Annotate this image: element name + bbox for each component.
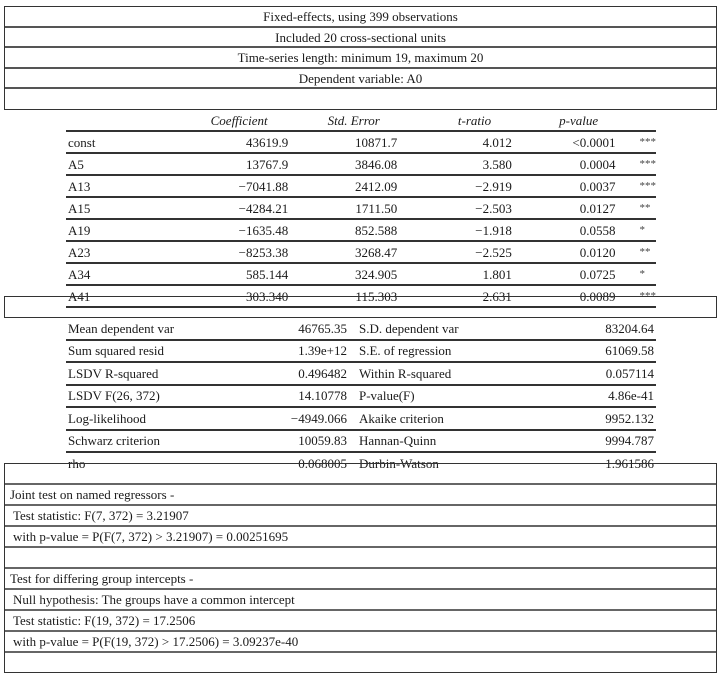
stat-label: Durbin-Watson [359, 455, 439, 471]
coefficient-value: −4284.21 [182, 197, 296, 219]
statistics-row [66, 407, 656, 430]
stat-value: 0.496482 [240, 362, 355, 385]
variable-name: A23 [66, 241, 182, 263]
header-estimator: Fixed-effects, using 399 observations [5, 7, 716, 28]
p-value: 0.0558 [538, 219, 620, 241]
col-header-t-ratio: t-ratio [411, 112, 538, 131]
t-ratio-value: −2.919 [411, 175, 538, 197]
coefficient-value: 303.340 [182, 285, 296, 307]
std-error-value: 3268.47 [296, 241, 411, 263]
std-error-value: 324.905 [296, 263, 411, 285]
stat-label: Within R-squared [355, 362, 511, 385]
stat-label: LSDV R-squared [66, 362, 240, 385]
significance-stars: *** [620, 131, 657, 153]
coefficient-row [66, 175, 656, 197]
stat-label: P-value(F) [355, 385, 511, 408]
coefficient-row [66, 263, 656, 285]
separator-box [4, 296, 717, 318]
variable-name: A5 [66, 153, 182, 175]
joint-test-title: Joint test on named regressors - [5, 485, 716, 506]
significance-stars: *** [620, 285, 657, 307]
variable-name: A41 [66, 285, 182, 307]
joint-test-statistic: Test statistic: F(7, 372) = 3.21907 [5, 506, 716, 527]
std-error-value: 2412.09 [296, 175, 411, 197]
tests-empty-row [5, 464, 716, 485]
coefficient-row [66, 131, 656, 153]
significance-stars: * [620, 219, 657, 241]
stat-label: Sum squared resid [66, 340, 240, 363]
col-header-coefficient: Coefficient [182, 112, 296, 131]
coefficient-value: 43619.9 [182, 131, 296, 153]
coefficient-table [66, 112, 656, 308]
tests-box [4, 463, 717, 673]
t-ratio-value: −1.918 [411, 219, 538, 241]
summary-statistics-table [66, 318, 656, 474]
coefficient-value: 585.144 [182, 263, 296, 285]
statistics-row [66, 385, 656, 408]
std-error-value: 115.303 [296, 285, 411, 307]
statistics-row [66, 362, 656, 385]
p-value: 0.0127 [538, 197, 620, 219]
group-test-title: Test for differing group intercepts - [5, 569, 716, 590]
header-units: Included 20 cross-sectional units [5, 28, 716, 49]
significance-stars: *** [620, 153, 657, 175]
t-ratio-value: 1.801 [411, 263, 538, 285]
col-header-std-error: Std. Error [296, 112, 411, 131]
tests-empty-row [5, 653, 716, 674]
p-value: 0.0725 [538, 263, 620, 285]
header-time-series: Time-series length: minimum 19, maximum 20 [5, 48, 716, 69]
statistics-row [66, 318, 656, 340]
variable-name: A34 [66, 263, 182, 285]
stat-value: 83204.64 [511, 318, 656, 340]
stat-value: 9952.132 [511, 407, 656, 430]
variable-name: A15 [66, 197, 182, 219]
stat-value: −0.068005 [290, 455, 347, 471]
stat-value: 61069.58 [511, 340, 656, 363]
stat-label: LSDV F(26, 372) [66, 385, 240, 408]
coefficient-header-row [66, 112, 656, 131]
p-value: 0.0004 [538, 153, 620, 175]
std-error-value: 1711.50 [296, 197, 411, 219]
significance-stars: * [620, 263, 657, 285]
group-test-pvalue: with p-value = P(F(19, 372) > 17.2506) = 3.09237e-40 [5, 632, 716, 653]
significance-stars: *** [620, 175, 657, 197]
t-ratio-value: 4.012 [411, 131, 538, 153]
coefficient-row [66, 219, 656, 241]
coefficient-value: −1635.48 [182, 219, 296, 241]
stat-value: 9994.787 [511, 430, 656, 453]
tests-empty-row [5, 548, 716, 569]
col-header-p-value: p-value [538, 112, 620, 131]
stat-label: S.E. of regression [355, 340, 511, 363]
model-header-box [4, 6, 717, 110]
stat-label: Log-likelihood [66, 407, 240, 430]
coefficient-row [66, 241, 656, 263]
p-value: 0.0037 [538, 175, 620, 197]
stat-value: 0.057114 [511, 362, 656, 385]
stat-value: −4949.066 [240, 407, 355, 430]
stat-value: 14.10778 [240, 385, 355, 408]
stat-value: 10059.83 [240, 430, 355, 453]
coefficient-value: 13767.9 [182, 153, 296, 175]
col-header-variable [66, 112, 182, 131]
std-error-value: 852.588 [296, 219, 411, 241]
std-error-value: 3846.08 [296, 153, 411, 175]
significance-stars: ** [620, 197, 657, 219]
stat-value: 1.39e+12 [240, 340, 355, 363]
header-empty-row [5, 89, 716, 110]
stat-value: 4.86e-41 [511, 385, 656, 408]
std-error-value: 10871.7 [296, 131, 411, 153]
stat-label: Schwarz criterion [66, 430, 240, 453]
t-ratio-value: 3.580 [411, 153, 538, 175]
stat-label: S.D. dependent var [355, 318, 511, 340]
variable-name: A13 [66, 175, 182, 197]
stat-label: Akaike criterion [355, 407, 511, 430]
col-header-significance [620, 112, 657, 131]
joint-test-pvalue: with p-value = P(F(7, 372) > 3.21907) = 0.00251695 [5, 527, 716, 548]
header-dependent-variable: Dependent variable: A0 [5, 69, 716, 90]
coefficient-value: −7041.88 [182, 175, 296, 197]
t-ratio-value: −2.525 [411, 241, 538, 263]
group-test-statistic: Test statistic: F(19, 372) = 17.2506 [5, 611, 716, 632]
statistics-row [66, 430, 656, 453]
coefficient-value: −8253.38 [182, 241, 296, 263]
stat-value: 1.961586 [605, 455, 654, 471]
t-ratio-value: −2.503 [411, 197, 538, 219]
p-value: 0.0089 [538, 285, 620, 307]
coefficient-row [66, 197, 656, 219]
significance-stars: ** [620, 241, 657, 263]
coefficient-row [66, 153, 656, 175]
stat-value: 46765.35 [240, 318, 355, 340]
stat-label: Mean dependent var [66, 318, 240, 340]
stat-label: rho [68, 455, 86, 471]
t-ratio-value: 2.631 [411, 285, 538, 307]
variable-name: const [66, 131, 182, 153]
p-value: 0.0120 [538, 241, 620, 263]
stat-label: Hannan-Quinn [355, 430, 511, 453]
group-test-null: Null hypothesis: The groups have a common intercept [5, 590, 716, 611]
variable-name: A19 [66, 219, 182, 241]
p-value: <0.0001 [538, 131, 620, 153]
statistics-row [66, 340, 656, 363]
